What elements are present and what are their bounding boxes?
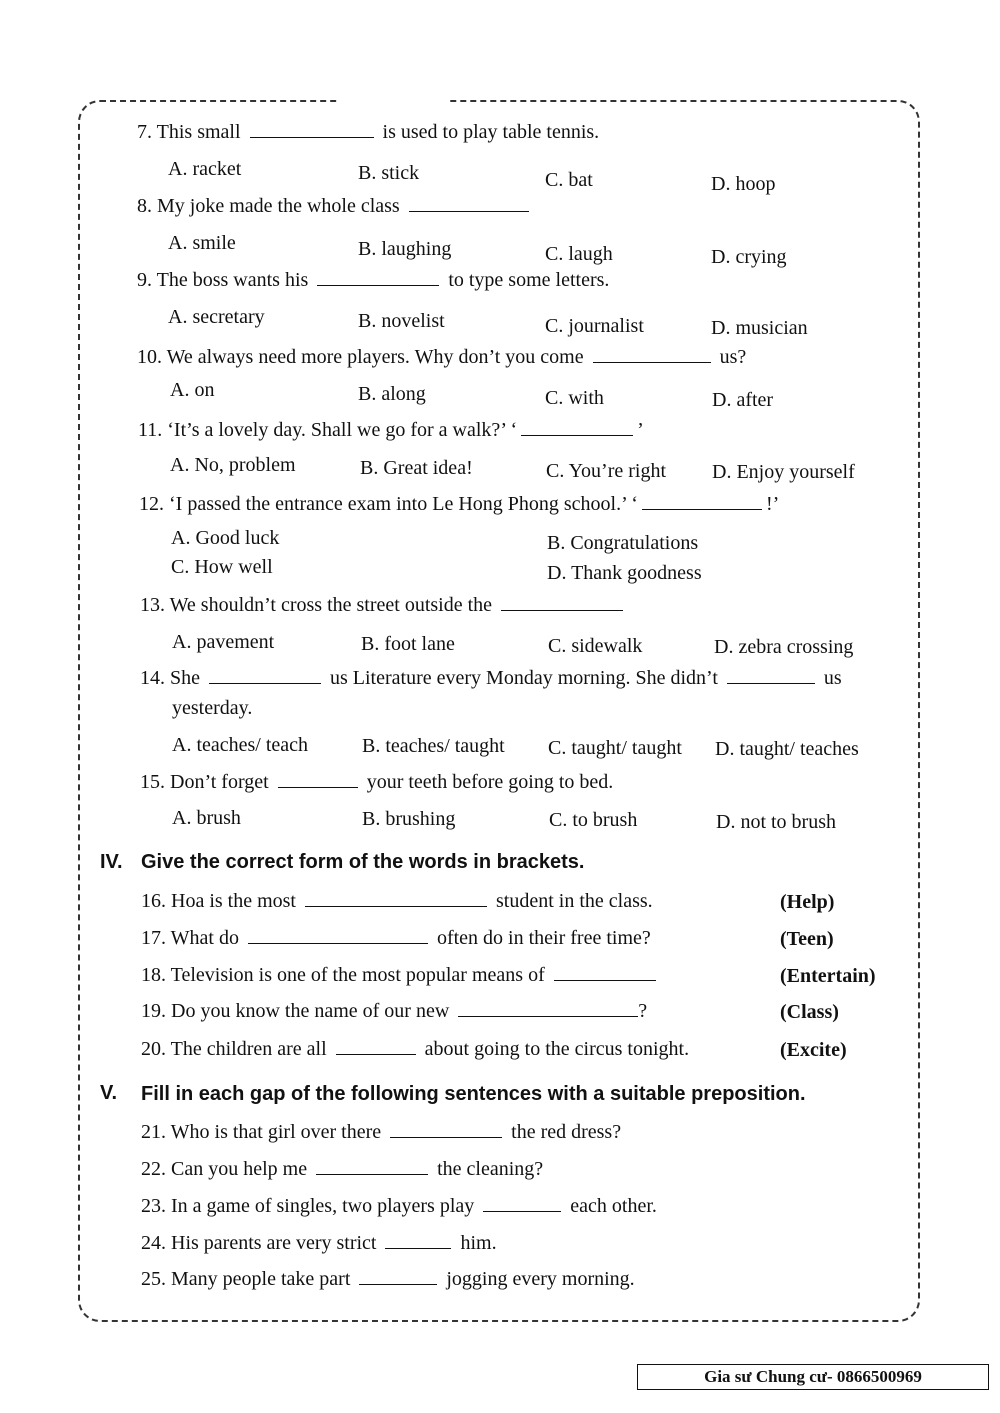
question-number: 11. bbox=[138, 419, 163, 441]
answer-blank[interactable] bbox=[501, 594, 623, 611]
section-number: IV. bbox=[100, 851, 123, 873]
question-number: 10. bbox=[137, 346, 162, 368]
option-c[interactable]: C. You’re right bbox=[546, 460, 667, 482]
question-text: us bbox=[823, 667, 842, 689]
option-d[interactable]: D. zebra crossing bbox=[714, 636, 854, 658]
question-23 bbox=[141, 1194, 657, 1218]
question-20 bbox=[141, 1037, 689, 1061]
option-d[interactable]: D. Thank goodness bbox=[547, 562, 702, 584]
answer-blank[interactable] bbox=[593, 346, 711, 363]
question-15 bbox=[140, 770, 613, 794]
question-7 bbox=[137, 120, 599, 144]
answer-blank[interactable] bbox=[316, 1158, 428, 1175]
word-hint: (Excite) bbox=[780, 1039, 847, 1061]
question-11 bbox=[138, 418, 644, 442]
question-18 bbox=[141, 963, 660, 987]
option-c[interactable]: C. sidewalk bbox=[548, 635, 643, 657]
question-text: What do bbox=[170, 927, 239, 949]
question-text: Who is that girl over there bbox=[170, 1121, 382, 1143]
option-c[interactable]: C. to brush bbox=[549, 809, 638, 831]
question-text: My joke made the whole class bbox=[157, 195, 400, 217]
question-number: 14. bbox=[140, 667, 165, 689]
option-b[interactable]: B. novelist bbox=[358, 310, 445, 332]
question-number: 17. bbox=[141, 927, 166, 949]
option-a[interactable]: A. pavement bbox=[172, 631, 275, 653]
question-text: She bbox=[170, 667, 200, 689]
question-text: We always need more players. Why don’t you come bbox=[166, 346, 584, 368]
answer-blank[interactable] bbox=[390, 1121, 502, 1138]
word-hint: (Class) bbox=[780, 1001, 839, 1023]
option-a[interactable]: A. racket bbox=[168, 158, 242, 180]
option-a[interactable]: A. smile bbox=[168, 232, 236, 254]
question-25 bbox=[141, 1267, 635, 1291]
question-text: In a game of singles, two players play bbox=[171, 1195, 475, 1217]
answer-blank[interactable] bbox=[521, 419, 633, 436]
question-number: 23. bbox=[141, 1195, 166, 1217]
option-c[interactable]: C. journalist bbox=[545, 315, 644, 337]
option-b[interactable]: B. laughing bbox=[358, 238, 452, 260]
question-text: the red dress? bbox=[511, 1121, 622, 1143]
option-a[interactable]: A. secretary bbox=[168, 306, 265, 328]
question-number: 7. bbox=[137, 121, 152, 143]
question-number: 8. bbox=[137, 195, 152, 217]
question-number: 9. bbox=[137, 269, 152, 291]
answer-blank[interactable] bbox=[483, 1195, 561, 1212]
option-d[interactable]: D. hoop bbox=[711, 173, 776, 195]
question-number: 20. bbox=[141, 1038, 166, 1060]
frame-gap bbox=[340, 94, 450, 108]
question-10 bbox=[137, 345, 746, 369]
question-text: him. bbox=[460, 1232, 497, 1254]
question-number: 18. bbox=[141, 964, 166, 986]
question-number: 19. bbox=[141, 1000, 166, 1022]
option-b[interactable]: B. brushing bbox=[362, 808, 456, 830]
option-c[interactable]: C. taught/ taught bbox=[548, 737, 682, 759]
question-24 bbox=[141, 1231, 497, 1255]
footer-tutor-contact: Gia sư Chung cư- 0866500969 bbox=[637, 1364, 989, 1390]
question-text: Don’t forget bbox=[170, 771, 269, 793]
answer-blank[interactable] bbox=[209, 667, 321, 684]
option-a[interactable]: A. teaches/ teach bbox=[172, 734, 309, 756]
question-text: Can you help me bbox=[171, 1158, 308, 1180]
option-a[interactable]: A. brush bbox=[172, 807, 241, 829]
option-d[interactable]: D. Enjoy yourself bbox=[712, 461, 855, 483]
option-b[interactable]: B. Congratulations bbox=[547, 532, 699, 554]
question-text: jogging every morning. bbox=[446, 1268, 635, 1290]
answer-blank[interactable] bbox=[554, 964, 656, 981]
question-number: 13. bbox=[140, 594, 165, 616]
option-b[interactable]: B. foot lane bbox=[361, 633, 455, 655]
option-c[interactable]: C. bat bbox=[545, 169, 593, 191]
question-text: ’ bbox=[637, 419, 644, 441]
question-17 bbox=[141, 926, 651, 950]
option-b[interactable]: B. Great idea! bbox=[360, 457, 473, 479]
answer-blank[interactable] bbox=[317, 269, 439, 286]
question-number: 21. bbox=[141, 1121, 166, 1143]
question-text: to type some letters. bbox=[448, 269, 610, 291]
question-text: We shouldn’t cross the street outside the bbox=[169, 594, 493, 616]
answer-blank[interactable] bbox=[642, 493, 762, 510]
question-text: often do in their free time? bbox=[436, 927, 651, 949]
answer-blank[interactable] bbox=[409, 195, 529, 212]
answer-blank[interactable] bbox=[359, 1268, 437, 1285]
option-d[interactable]: D. after bbox=[712, 389, 774, 411]
question-text: This small bbox=[156, 121, 241, 143]
question-8 bbox=[137, 194, 533, 218]
question-number: 24. bbox=[141, 1232, 166, 1254]
question-text: us Literature every Monday morning. She didn’t bbox=[330, 667, 718, 689]
section-title: Give the correct form of the words in brackets. bbox=[141, 851, 585, 873]
question-text: Hoa is the most bbox=[171, 890, 296, 912]
answer-blank[interactable] bbox=[305, 890, 487, 907]
question-22 bbox=[141, 1157, 543, 1181]
answer-blank[interactable] bbox=[250, 121, 374, 138]
option-a[interactable]: A. on bbox=[170, 379, 215, 401]
question-text: about going to the circus tonight. bbox=[424, 1038, 690, 1060]
question-text: !’ bbox=[765, 493, 780, 515]
question-text: is used to play table tennis. bbox=[382, 121, 600, 143]
question-text: ? bbox=[638, 1000, 648, 1022]
question-text: The boss wants his bbox=[156, 269, 309, 291]
option-a[interactable]: A. No, problem bbox=[170, 454, 296, 476]
answer-blank[interactable] bbox=[278, 771, 358, 788]
word-hint: (Entertain) bbox=[780, 965, 876, 987]
question-number: 25. bbox=[141, 1268, 166, 1290]
option-d[interactable]: D. not to brush bbox=[716, 811, 836, 833]
option-d[interactable]: D. taught/ teaches bbox=[715, 738, 859, 760]
question-text: The children are all bbox=[170, 1038, 327, 1060]
question-9 bbox=[137, 268, 609, 292]
answer-blank[interactable] bbox=[385, 1232, 451, 1249]
answer-blank[interactable] bbox=[727, 667, 815, 684]
answer-blank[interactable] bbox=[458, 1000, 638, 1017]
option-c[interactable]: C. with bbox=[545, 387, 604, 409]
question-text: Television is one of the most popular means of bbox=[170, 964, 545, 986]
option-a[interactable]: A. Good luck bbox=[171, 527, 280, 549]
word-hint: (Teen) bbox=[780, 928, 834, 950]
question-text: us? bbox=[719, 346, 747, 368]
question-text: Do you know the name of our new bbox=[171, 1000, 450, 1022]
answer-blank[interactable] bbox=[248, 927, 428, 944]
option-b[interactable]: B. teaches/ taught bbox=[362, 735, 505, 757]
question-text: ‘It’s a lovely day. Shall we go for a walk?’ ‘ bbox=[167, 419, 518, 441]
question-text: your teeth before going to bed. bbox=[366, 771, 614, 793]
section-title: Fill in each gap of the following sentences with a suitable preposition. bbox=[141, 1083, 806, 1105]
option-c[interactable]: C. laugh bbox=[545, 243, 613, 265]
question-number: 22. bbox=[141, 1158, 166, 1180]
question-number: 16. bbox=[141, 890, 166, 912]
option-b[interactable]: B. along bbox=[358, 383, 426, 405]
question-text: each other. bbox=[570, 1195, 657, 1217]
question-14 bbox=[140, 666, 842, 690]
question-number: 15. bbox=[140, 771, 165, 793]
question-13 bbox=[140, 593, 627, 617]
option-c[interactable]: C. How well bbox=[171, 556, 273, 578]
question-12 bbox=[139, 492, 779, 516]
question-text-continued: yesterday. bbox=[172, 697, 253, 719]
question-text: Many people take part bbox=[171, 1268, 351, 1290]
question-text: His parents are very strict bbox=[171, 1232, 377, 1254]
question-21 bbox=[141, 1120, 621, 1144]
option-d[interactable]: D. musician bbox=[711, 317, 808, 339]
section-number: V. bbox=[100, 1082, 118, 1104]
question-text: ‘I passed the entrance exam into Le Hong Phong school.’ ‘ bbox=[169, 493, 638, 515]
question-number: 12. bbox=[139, 493, 164, 515]
question-text: student in the class. bbox=[496, 890, 653, 912]
question-text: the cleaning? bbox=[437, 1158, 544, 1180]
question-19 bbox=[141, 999, 647, 1023]
option-b[interactable]: B. stick bbox=[358, 162, 420, 184]
option-d[interactable]: D. crying bbox=[711, 246, 787, 268]
word-hint: (Help) bbox=[780, 891, 835, 913]
question-16 bbox=[141, 889, 653, 913]
answer-blank[interactable] bbox=[336, 1038, 416, 1055]
